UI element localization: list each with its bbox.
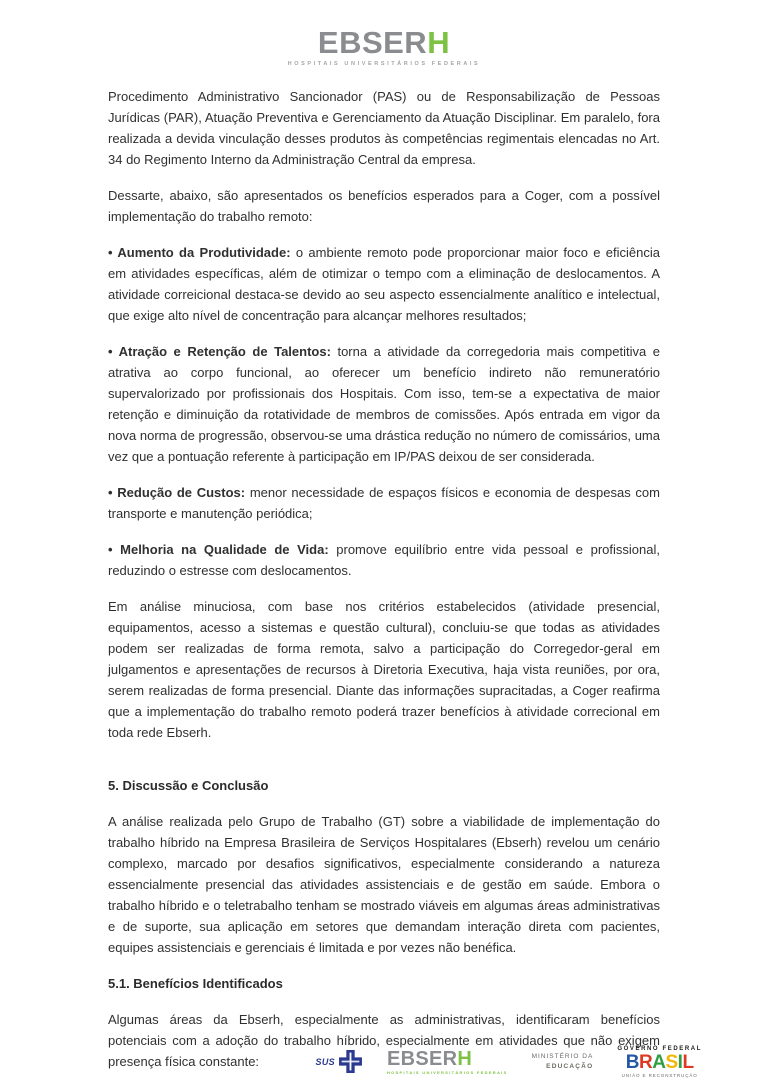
paragraph-analise-minuciosa: Em análise minuciosa, com base nos critérios estabelecidos (atividade presencial, equipamentos, acesso a sistemas e questão cultural), concluiu-se que todas as atividades podem ser realizadas de forma remota, salvo a participação do Corregedor-geral em julgamentos e apresentações de recursos à Diretoria Executiva, haja vista reuniões, por ora, serem realizadas de forma presencial. Diante das informações supracitadas, a Coger reafirma que a implementação do trabalho remoto poderá trazer benefícios à atividade correcional em toda rede Ebserh.	[108, 599, 660, 740]
brasil-letter: S	[665, 1051, 678, 1073]
ebserh-logo-subtitle: HOSPITAIS UNIVERSITÁRIOS FEDERAIS	[287, 61, 481, 67]
bullet-reducao-custos-lead: • Redução de Custos:	[108, 485, 246, 500]
paragraph-analise-gt: A análise realizada pelo Grupo de Trabalho (GT) sobre a viabilidade de implementação do trabalho híbrido na Empresa Brasileira de Serviços Hospitalares (Ebserh) revelou um cenário complexo, marcado por desafios significativos, especialmente considerando a natureza essencialmente presencial das atividades assistenciais e de gestão em saúde. Embora o trabalho híbrido e o teletrabalho tenham se mostrado viáveis em algumas áreas administrativas e de suporte, sua aplicação em setores que demandam interação direta com pacientes, equipes assistenciais e gerenciais é limitada e por vezes não benéfica.	[108, 814, 660, 955]
document-header	[0, 0, 768, 67]
footer-logos	[316, 1046, 702, 1079]
paragraph-procedimento: Procedimento Administrativo Sancionador (PAS) ou de Responsabilização de Pessoas Jurídicas (PAR), Atuação Preventiva e Gerenciamento da Atuação Disciplinar. Em paralelo, fora realizada a devida vinculação desses produtos às competências regimentais elencadas no Art. 34 do Regimento Interno da Administração Central da empresa.	[108, 89, 660, 167]
bullet-produtividade	[108, 242, 660, 326]
governo-federal-logo	[617, 1046, 702, 1079]
ministerio-educacao-line1: MINISTÉRIO DA	[531, 1053, 594, 1060]
footer-ebserh-wordmark	[387, 1049, 508, 1069]
brasil-wordmark	[617, 1053, 702, 1072]
footer-ebserh-logo	[387, 1049, 508, 1075]
ministerio-educacao-logo	[532, 1052, 594, 1072]
bullet-atracao-talentos-text: torna a atividade da corregedoria mais competitiva e atrativa ao corpo funcional, ao oferecer um benefício indireto não remuneratório supervalorizado por profissionais dos Hospitais. Com isso, tem-se a expectativa de maior retenção e diminuição da rotatividade de membros de comissões. Após entrada em vigor da nova norma de progressão, observou-se uma drástica redução no número de comissários, uma vez que a pontuação referente à participação em IP/PAS deixou de ser considerada.	[108, 344, 661, 464]
bullet-reducao-custos	[108, 482, 660, 524]
bullet-produtividade-text: o ambiente remoto pode proporcionar maior foco e eficiência em atividades específicas, além de otimizar o tempo com a eliminação de deslocamentos. A atividade correicional destaca-se devido ao seu aspecto essencialmente analítico e intelectual, que exige alto nível de concentração para alcançar melhores resultados;	[108, 245, 660, 323]
uniao-reconstrucao-label: UNIÃO E RECONSTRUÇÃO	[621, 1072, 698, 1078]
bullet-qualidade-vida	[108, 539, 660, 581]
bullet-atracao-talentos	[108, 341, 660, 467]
section-heading-discussao-conclusao: 5. Discussão e Conclusão	[108, 778, 269, 793]
sus-cross-icon	[338, 1049, 363, 1074]
paragraph-dessarte: Dessarte, abaixo, são apresentados os benefícios esperados para a Coger, com a possível implementação do trabalho remoto:	[108, 188, 660, 224]
document-body	[108, 86, 660, 1072]
bullet-qualidade-vida-text: promove equilíbrio entre vida pessoal e profissional, reduzindo o estresse com deslocamentos.	[108, 542, 660, 578]
bullet-reducao-custos-text: menor necessidade de espaços físicos e economia de despesas com transporte e manutenção periódica;	[108, 485, 660, 521]
brasil-letter: L	[682, 1051, 694, 1073]
footer-ebserh-gray-text: EBSER	[386, 1047, 458, 1070]
ebserh-logo	[0, 27, 768, 58]
footer-ebserh-green-text: H	[457, 1047, 473, 1070]
paragraph-algumas-areas: Algumas áreas da Ebserh, especialmente as administrativas, identificaram benefícios potenciais com a adoção do trabalho híbrido, especialmente em atividades que não exigem presença física constante:	[108, 1012, 660, 1069]
brasil-letter: I	[677, 1051, 683, 1073]
bullet-produtividade-lead: • Aumento da Produtividade:	[108, 245, 291, 260]
bullet-atracao-talentos-lead: • Atração e Retenção de Talentos:	[108, 344, 331, 359]
ebserh-logo-green-text: H	[427, 25, 451, 60]
footer-ebserh-subtitle: HOSPITAIS UNIVERSITÁRIOS FEDERAIS	[386, 1069, 508, 1075]
bullet-qualidade-vida-lead: • Melhoria na Qualidade de Vida:	[108, 542, 329, 557]
governo-federal-label: GOVERNO FEDERAL	[617, 1045, 702, 1052]
ministerio-educacao-line2: EDUCAÇÃO	[546, 1062, 594, 1070]
section-heading-beneficios-identificados: 5.1. Benefícios Identificados	[108, 976, 283, 991]
ebserh-logo-gray-text: EBSER	[317, 25, 428, 60]
brasil-letter: B	[625, 1051, 639, 1073]
sus-logo-label: SUS	[315, 1056, 335, 1067]
brasil-letter: A	[652, 1051, 666, 1073]
brasil-letter: R	[639, 1051, 653, 1073]
sus-logo	[316, 1049, 363, 1074]
